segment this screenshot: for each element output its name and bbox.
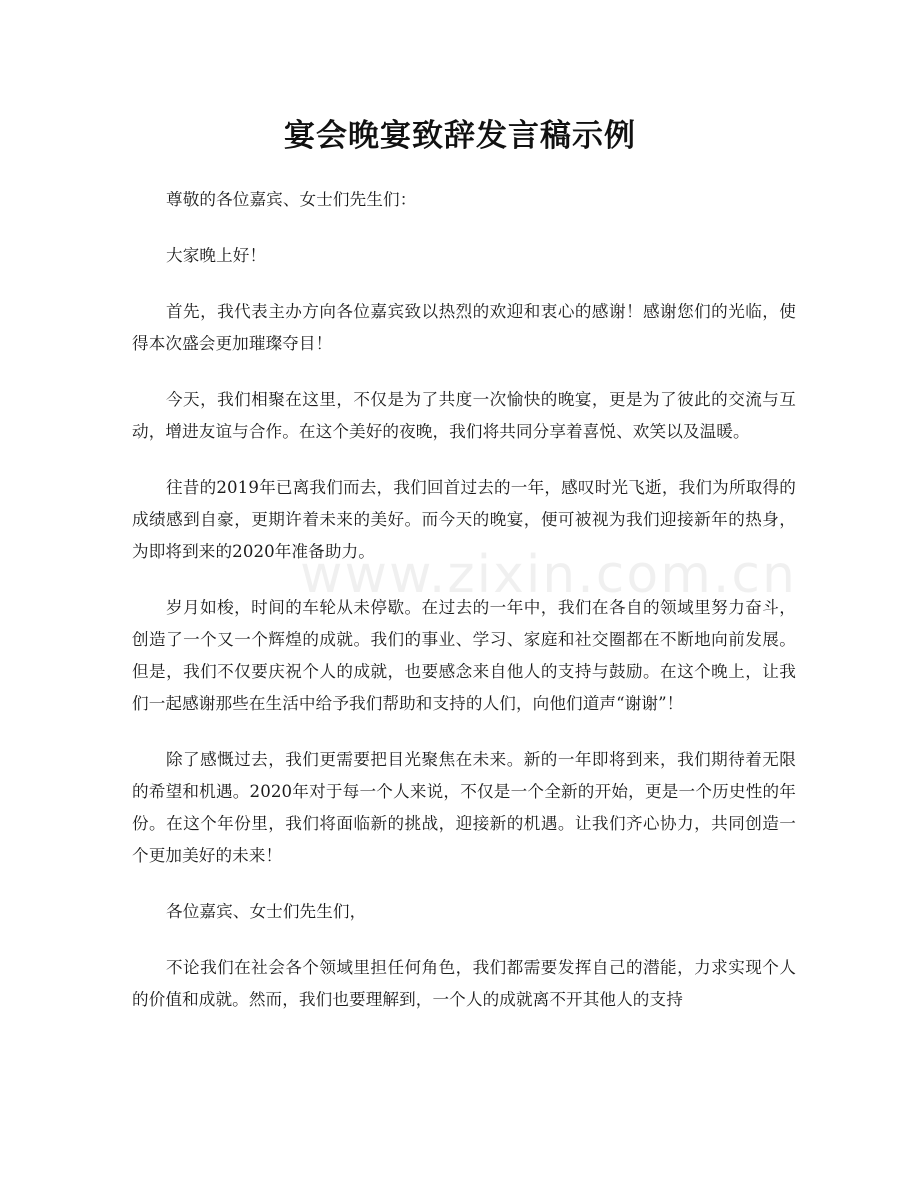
paragraph-welcome: 首先，我代表主办方向各位嘉宾致以热烈的欢迎和衷心的感谢！感谢您们的光临，使得本次盛会更加璀璨夺目！: [132, 302, 796, 353]
paragraph-gratitude: 岁月如梭，时间的车轮从未停歇。在过去的一年中，我们在各自的领域里努力奋斗，创造了一个又一个辉煌的成就。我们的事业、学习、家庭和社交圈都在不断地向前发展。但是，我们不仅要庆祝个人的成就，也要感念来自他人的支持与鼓励。在这个晚上，让我们一起感谢那些在生活中给予我们帮助和支持的人们，向他们道声“谢谢”！: [132, 598, 796, 713]
watermark: www.zixin.com.cn: [300, 545, 797, 605]
paragraph-salutation: 尊敬的各位嘉宾、女士们先生们：: [166, 190, 417, 209]
document-body: [132, 184, 796, 1040]
paragraph-potential: 不论我们在社会各个领域里担任何角色，我们都需要发挥自己的潜能，力求实现个人的价值和成就。然而，我们也要理解到，一个人的成就离不开其他人的支持: [132, 958, 796, 1009]
paragraph-future: 除了感慨过去，我们更需要把目光聚焦在未来。新的一年即将到来，我们期待着无限的希望和机遇。2020年对于每一个人来说，不仅是一个全新的开始，更是一个历史性的年份。在这个年份里，我们将面临新的挑战，迎接新的机遇。让我们齐心协力，共同创造一个更加美好的未来！: [132, 750, 796, 865]
document-title: 宴会晚宴致辞发言稿示例: [284, 118, 636, 154]
paragraph-greeting: 大家晚上好！: [166, 246, 267, 265]
paragraph-review: 往昔的2019年已离我们而去，我们回首过去的一年，感叹时光飞逝，我们为所取得的成绩感到自豪，更期许着未来的美好。而今天的晚宴，便可被视为我们迎接新年的热身，为即将到来的2020年准备助力。: [132, 478, 796, 561]
paragraph-address: 各位嘉宾、女士们先生们，: [166, 902, 367, 921]
paragraph-gathering: 今天，我们相聚在这里，不仅是为了共度一次愉快的晚宴，更是为了彼此的交流与互动，增进友谊与合作。在这个美好的夜晚，我们将共同分享着喜悦、欢笑以及温暖。: [132, 390, 796, 441]
